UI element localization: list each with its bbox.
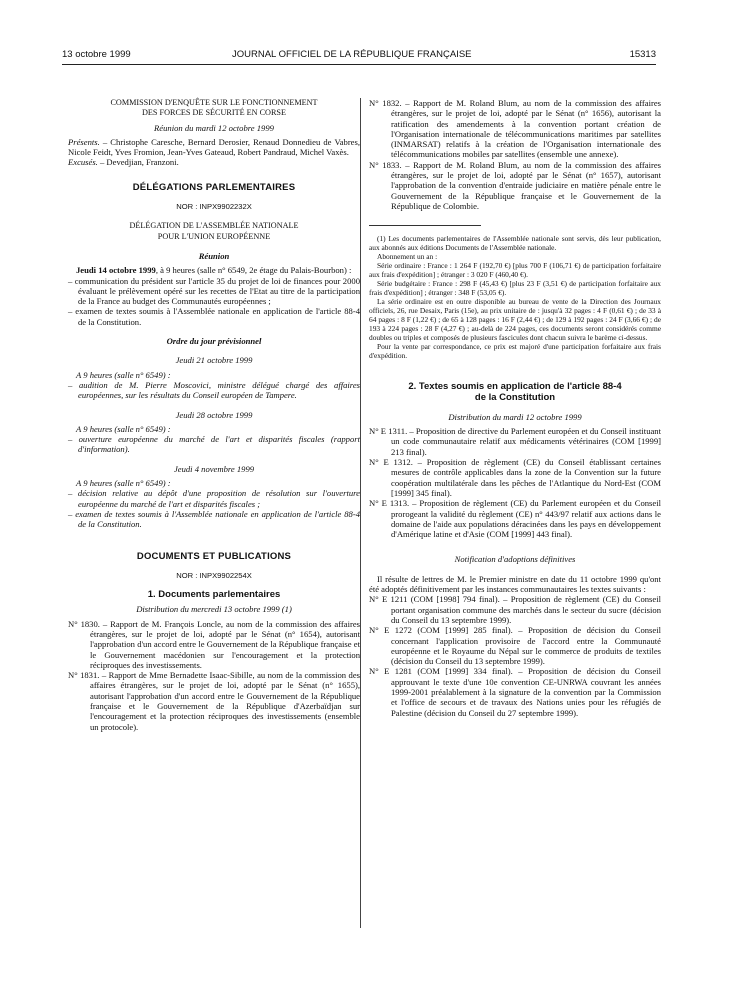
- text-entry-e1313: N° E 1313. – Proposition de règlement (CE) du Parlement européen et du Conseil prorogeant la validité du règlement (CE) n° 443/97 relatif aux actions dans le domaine de l'aide aux populations déracinées dans les pays en développement d'Amérique latine et d'Asie (COM [1999] 443 final).: [369, 498, 661, 540]
- nor-reference-2: NOR : INPX9902254X: [176, 570, 252, 580]
- delegations-heading: DÉLÉGATIONS PARLEMENTAIRES: [132, 181, 296, 193]
- commission-title-line2: DES FORCES DE SÉCURITÉ EN CORSE: [142, 108, 286, 118]
- agenda-item: – communication du président sur l'article 35 du projet de loi de finances pour 2000 évaluant le prélèvement opéré sur les recettes de l'Etat au titre de la participation de la France au budget des Communautés européennes ;: [68, 275, 360, 307]
- commission-title-line1: COMMISSION D'ENQUÊTE SUR LE FONCTIONNEMENT: [110, 98, 318, 107]
- document-entry-1830: N° 1830. – Rapport de M. François Loncle, au nom de la commission des affaires étrangères, sur le projet de loi, adopté par le Sénat (n° 1654), autorisant l'approbation d'un accord entre le Gouvernement de la République française et le Gouvernement macédonien sur l'encouragement et la protection réciproques des investissements.: [68, 618, 360, 670]
- session-time-1: A 9 heures (salle n° 6549) :: [76, 369, 171, 380]
- textes-heading-line1: 2. Textes soumis en application de l'article 88-4: [408, 381, 622, 393]
- running-header: [62, 49, 656, 65]
- ordre-du-jour-heading: Ordre du jour prévisionnel: [166, 336, 262, 347]
- left-column: [68, 98, 360, 732]
- footnote-serie-budgetaire: Série budgétaire : France : 298 F (45,43 €) [plus 23 F (3,51 €) de participation forfaitaire aux frais d'expédition] ; étranger : 348 F (53,05 €).: [369, 279, 661, 298]
- session-item-1: – audition de M. Pierre Moscovici, ministre délégué chargé des affaires européennes, sur les résultats du Conseil européen de Tampere.: [68, 379, 360, 401]
- text-entry-e1312: N° E 1312. – Proposition de règlement (CE) du Conseil établissant certaines mesures de contrôle applicables dans la zone de la Convention sur la future coopération multilatérale dans les pêches de l'Atlantique du Nord-Est (COM [1999] 345 final).: [369, 457, 661, 498]
- documents-heading: DOCUMENTS ET PUBLICATIONS: [136, 550, 292, 562]
- column-divider: [360, 98, 361, 928]
- presents-text: – Christophe Caresche, Bernard Derosier, Renaud Donnedieu de Vabres, Nicole Feidt, Yves Fromion, Jean-Yves Gateaud, Robert Pandraud, Michel Vaxès.: [68, 136, 360, 158]
- session-date-1: Jeudi 21 octobre 1999: [175, 355, 253, 366]
- reunion-label: Réunion: [198, 250, 230, 261]
- footnote-intro: (1) Les documents parlementaires de l'Assemblée nationale sont servis, dès leur publication, aux abonnés aux éditions Documents de l'Assemblée nationale.: [369, 234, 661, 253]
- footnote-sales: La série ordinaire est en outre disponible au bureau de vente de la Direction des Journaux officiels, 26, rue Desaix, Paris (15e), au prix unitaire de : jusqu'à 32 pages : 4 F (0,61 €) ; de 33 à 64 pages : 8 F (1,22 €) ; de 65 à 128 pages : 16 F (2,44 €) ; de 129 à 192 pages : 24 F (3,66 €) ; de 193 à 224 pages : 28 F (4,27 €) ; au-delà de 224 pages, ces documents seront considérés comme doubles ou triples et composés de plusieurs fascicules dont chacun suivra le barème ci-dessus.: [369, 297, 661, 343]
- excuses-paragraph: [68, 157, 360, 167]
- session-time-3: A 9 heures (salle n° 6549) :: [76, 478, 171, 489]
- distribution-date-2: Distribution du mardi 12 octobre 1999: [448, 411, 582, 422]
- document-entry-1833: N° 1833. – Rapport de M. Roland Blum, au nom de la commission des affaires étrangères, sur le projet de loi, adopté par le Sénat (n° 1657), autorisant l'approbation de la convention d'entraide judiciaire en matière pénale entre le Gouvernement de la République française et le Gouvernement de la République de Colombie.: [369, 159, 661, 211]
- session-item-3a: – décision relative au dépôt d'une proposition de résolution sur l'ouverture européenne du marché de l'art et disparités fiscales ;: [68, 488, 360, 509]
- text-entry-e1311: N° E 1311. – Proposition de directive du Parlement européen et du Conseil instituant un code communautaire relatif aux médicaments vétérinaires (COM [1999] 213 final).: [369, 426, 661, 457]
- presents-label: Présents.: [68, 136, 100, 147]
- excuses-label: Excusés.: [68, 157, 98, 168]
- meeting-date: Jeudi 14 octobre 1999: [76, 265, 156, 276]
- nor-reference-1: NOR : INPX9902232X: [176, 202, 252, 212]
- adoption-entry-e1211: N° E 1211 (COM [1998] 794 final). – Proposition de règlement (CE) du Conseil portant organisation commune des marchés dans le secteur du sucre (décision du Conseil du 13 septembre 1999).: [369, 594, 661, 625]
- session-date-3: Jeudi 4 novembre 1999: [173, 463, 255, 474]
- delegation-title-line1: DÉLÉGATION DE L'ASSEMBLÉE NATIONALE: [129, 221, 299, 231]
- right-column: [369, 98, 661, 718]
- distribution-date: Distribution du mercredi 13 octobre 1999 (1): [136, 604, 292, 615]
- header-rule: [62, 64, 656, 65]
- document-entry-1831: N° 1831. – Rapport de Mme Bernadette Isaac-Sibille, au nom de la commission des affaires étrangères, sur le projet de loi, adopté par le Sénat (n° 1655), autorisant l'approbation d'un accord entre le Gouvernement de la République française et le Gouvernement de la République d'Azerbaïdjan sur l'encouragement et la protection réciproques des investissements (ensemble un protocole).: [68, 670, 360, 732]
- agenda-item: – examen de textes soumis à l'Assemblée nationale en application de l'article 88-4 de la Constitution.: [68, 306, 360, 327]
- footnote-mail-order: Pour la vente par correspondance, ce prix est majoré d'une participation forfaitaire aux frais d'expédition.: [369, 342, 661, 361]
- session-item-3b: – examen de textes soumis à l'Assemblée nationale en application de l'article 88-4 de la Constitution.: [68, 508, 360, 530]
- header-title: JOURNAL OFFICIEL DE LA RÉPUBLIQUE FRANÇAISE: [232, 49, 472, 60]
- docs-parlementaires-heading: 1. Documents parlementaires: [147, 589, 281, 601]
- notification-heading: Notification d'adoptions définitives: [454, 554, 576, 565]
- session-date-2: Jeudi 28 octobre 1999: [175, 409, 253, 420]
- footnote-serie-ordinaire: Série ordinaire : France : 1 264 F (192,70 €) [plus 700 F (106,71 €) de participation forfaitaire aux frais d'expédition] ; étranger : 3 020 F (460,40 €).: [369, 261, 661, 280]
- session-item-2: – ouverture européenne du marché de l'art et disparités fiscales (rapport d'information).: [68, 434, 360, 455]
- notification-intro: Il résulte de lettres de M. le Premier ministre en date du 11 octobre 1999 qu'ont été adoptés définitivement par les instances communautaires les textes suivants :: [369, 573, 661, 595]
- presents-paragraph: [68, 137, 360, 158]
- footnote-rule: [369, 225, 481, 226]
- textes-heading-line2: de la Constitution: [474, 391, 556, 403]
- reunion-date: Réunion du mardi 12 octobre 1999: [154, 122, 274, 133]
- adoption-entry-e1281: N° E 1281 (COM [1999] 334 final). – Proposition de décision du Conseil approuvant le texte d'une 10e convention CE-UNRWA couvrant les années 1999-2001 préalablement à la signature de la convention par la Commission et l'office de secours et de travaux des Nations unies pour les réfugiés de Palestine (décision du Conseil du 27 septembre 1999).: [369, 666, 661, 718]
- session-time-2: A 9 heures (salle n° 6549) :: [76, 423, 171, 434]
- document-entry-1832: N° 1832. – Rapport de M. Roland Blum, au nom de la commission des affaires étrangères, sur le projet de loi, adopté par le Sénat (n° 1656), autorisant la ratification des amendements à la convention portant création de l'Organisation internationale de télécommunications maritimes par satellites (INMARSAT) relatifs à la création de l'Organisation internationale des télécommunications mobiles par satellites (ensemble une annexe).: [369, 98, 661, 160]
- adoption-entry-e1272: N° E 1272 (COM [1999] 285 final). – Proposition de décision du Conseil concernant l'application provisoire de l'accord entre la Communauté européenne et le Royaume du Népal sur le commerce de produits de textiles (décision du Conseil du 13 septembre 1999).: [369, 625, 661, 667]
- excuses-text: – Devedjian, Franzoni.: [97, 157, 179, 168]
- header-page-number: 15313: [629, 49, 656, 60]
- meeting-details: , à 9 heures (salle n° 6549, 2e étage du Palais-Bourbon) :: [155, 265, 352, 276]
- header-date: 13 octobre 1999: [62, 49, 131, 60]
- footnote-subscription: Abonnement un an :: [377, 252, 438, 262]
- delegation-title-line2: POUR L'UNION EUROPÉENNE: [157, 231, 271, 241]
- meeting-announcement: [68, 265, 360, 275]
